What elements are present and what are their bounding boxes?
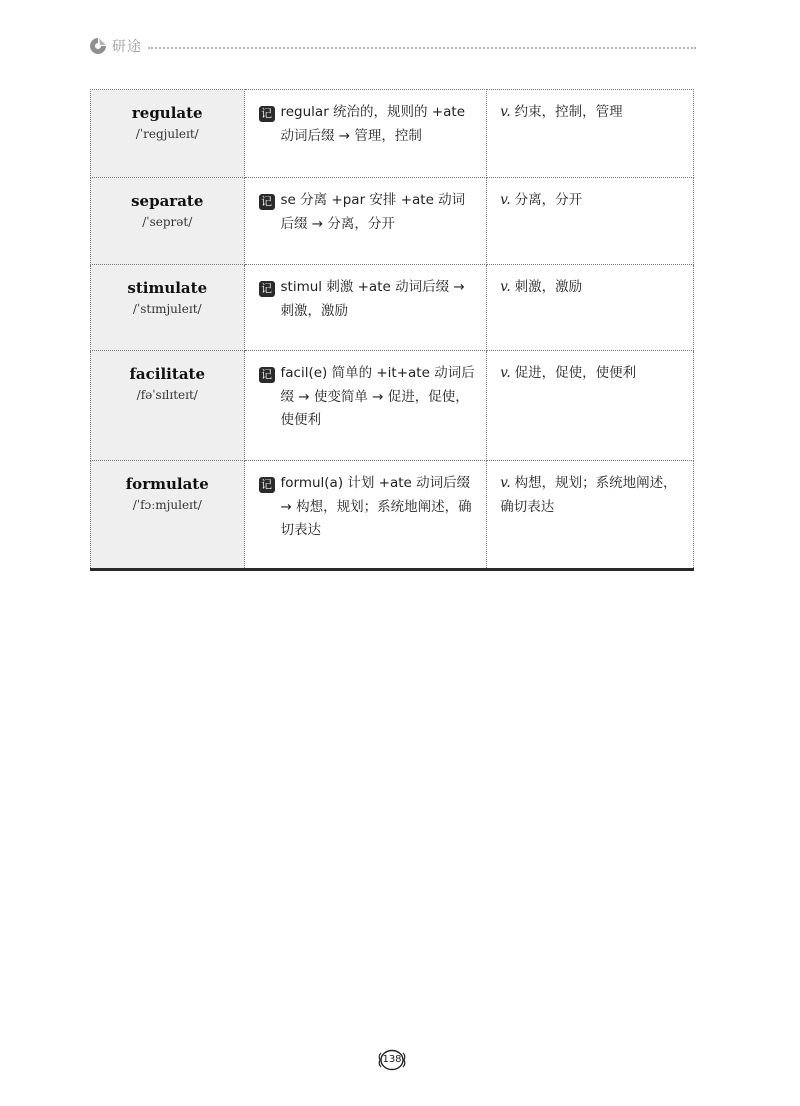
definition: 刺激，激励 <box>514 279 583 295</box>
page-number <box>377 1047 407 1073</box>
definition: 促进，促使，使便利 <box>514 365 637 381</box>
word-cell <box>91 90 245 178</box>
brand-swirl-icon <box>88 36 108 56</box>
word-cell <box>91 265 245 351</box>
phonetic: /ˈfɔːmjuleɪt/ <box>132 498 202 512</box>
part-of-speech: v. <box>500 279 511 295</box>
headword: regulate <box>131 104 203 122</box>
word-cell <box>91 351 245 461</box>
table-row <box>91 461 694 570</box>
table-row <box>91 178 694 265</box>
memo-cell <box>244 178 487 265</box>
phonetic: /ˈstɪmjuleɪt/ <box>132 302 202 316</box>
memo-cell <box>244 265 487 351</box>
memo-badge-icon: 记 <box>259 281 275 297</box>
definition-cell <box>487 265 694 351</box>
memo-badge-icon: 记 <box>259 106 275 122</box>
headword: separate <box>131 192 204 210</box>
headword: stimulate <box>127 279 208 297</box>
headword: formulate <box>125 475 209 493</box>
phonetic: /ˈregjuleɪt/ <box>135 127 199 141</box>
table-row <box>91 90 694 178</box>
memo-cell <box>244 461 487 570</box>
table-row <box>91 265 694 351</box>
word-cell <box>91 461 245 570</box>
brand-logo <box>88 36 142 56</box>
memo-text: regular 统治的，规则的 +ate 动词后缀 → 管理，控制 <box>280 104 466 144</box>
definition-cell <box>487 90 694 178</box>
definition-cell <box>487 461 694 570</box>
part-of-speech: v. <box>500 475 511 491</box>
memo-cell <box>244 351 487 461</box>
page-header <box>88 36 696 60</box>
header-dotted-rule <box>148 47 696 49</box>
memo-text: se 分离 +par 安排 +ate 动词后缀 → 分离，分开 <box>280 192 466 232</box>
part-of-speech: v. <box>500 192 511 208</box>
memo-cell <box>244 90 487 178</box>
table-row <box>91 351 694 461</box>
memo-text: formul(a) 计划 +ate 动词后缀 → 构想，规划；系统地阐述，确切表达 <box>280 475 472 538</box>
part-of-speech: v. <box>500 104 511 120</box>
memo-badge-icon: 记 <box>259 477 275 493</box>
definition-cell <box>487 178 694 265</box>
memo-badge-icon: 记 <box>259 194 275 210</box>
brand-name: 研途 <box>112 39 142 55</box>
page-number-text: 138 <box>382 1054 402 1065</box>
memo-text: facil(e) 简单的 +it+ate 动词后缀 → 使变简单 → 促进，促使，使便利 <box>280 365 475 428</box>
phonetic: /ˈseprət/ <box>142 215 193 229</box>
memo-badge-icon: 记 <box>259 367 275 383</box>
headword: facilitate <box>129 365 206 383</box>
vocabulary-table <box>90 89 694 571</box>
phonetic: /fəˈsɪlɪteɪt/ <box>136 388 198 402</box>
definition: 约束，控制，管理 <box>514 104 623 120</box>
definition: 分离，分开 <box>514 192 583 208</box>
memo-text: stimul 刺激 +ate 动词后缀 → 刺激，激励 <box>280 279 465 319</box>
definition-cell <box>487 351 694 461</box>
definition: 构想，规划；系统地阐述，确切表达 <box>500 475 677 515</box>
word-cell <box>91 178 245 265</box>
part-of-speech: v. <box>500 365 511 381</box>
